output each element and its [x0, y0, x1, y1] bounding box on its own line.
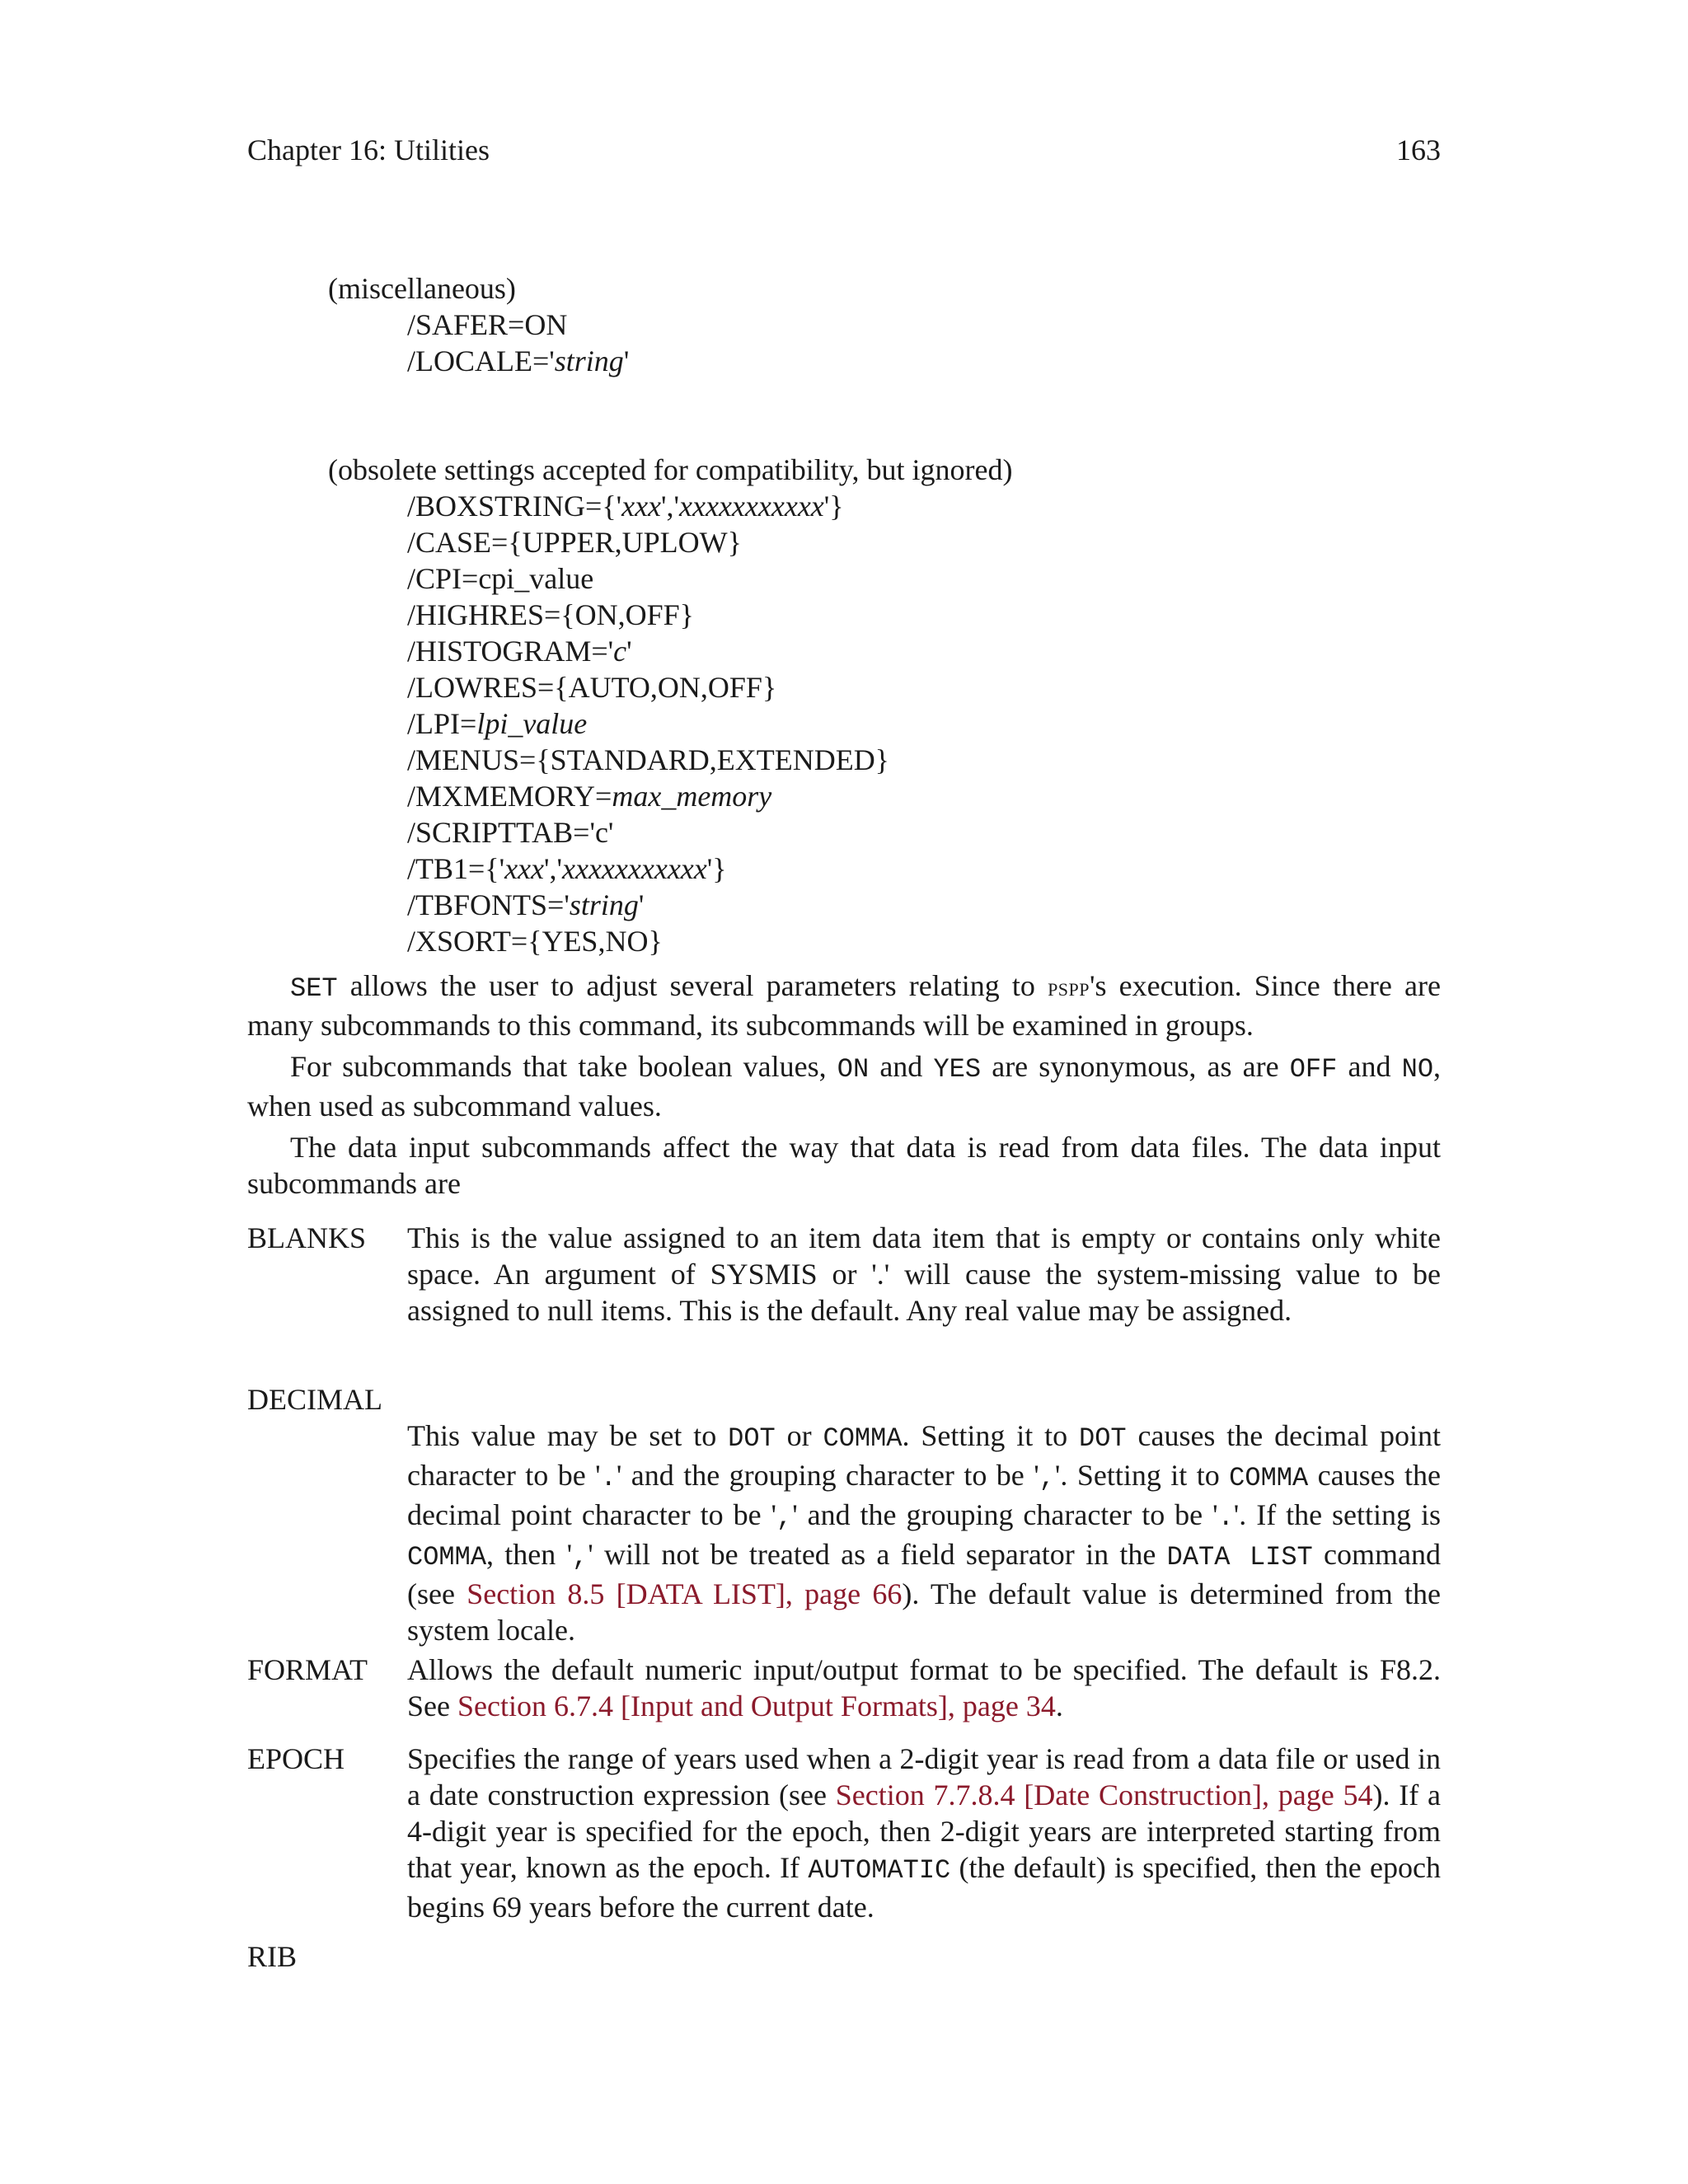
data-input-paragraph: The data input subcommands affect the way that data is read from data files. The data input subcommands are — [247, 1131, 1441, 1200]
obsolete-list — [328, 488, 1441, 959]
obsolete-setting-item: /MXMEMORY=max_memory — [407, 780, 772, 813]
obsolete-setting-item: /LPI=lpi_value — [407, 707, 588, 740]
set-intro-paragraph: SET allows the user to adjust several parameters relating to pspp's execution. Since there are many subcommands to this command, its subcommands will be examined in groups. — [247, 969, 1442, 1042]
datalist-section-link[interactable]: Section 8.5 [DATA LIST], page 66 — [467, 1577, 903, 1610]
obsolete-setting-item: /TBFONTS='string' — [407, 888, 645, 921]
obsolete-setting-item: /MENUS={STANDARD,EXTENDED} — [407, 743, 889, 776]
formats-section-link[interactable]: Section 6.7.4 [Input and Output Formats], page 34 — [457, 1690, 1056, 1722]
running-header — [247, 132, 1441, 168]
epoch-description: Specifies the range of years used when a 2-digit year is read from a data file or used in a date construction expression (see Section 7.7.8.4 [Date Construction], page 54). If a 4-digit year is specified for the epoch, then 2-digit years are interpreted starting from that year, known as the epoch. If AUTOMATIC (the default) is specified, then the epoch begins 69 years before the current date. — [407, 1742, 1441, 1924]
obsolete-setting-item: /HISTOGRAM='c' — [407, 635, 632, 668]
chapter-title: Chapter 16: Utilities — [247, 134, 490, 166]
misc-label: (miscellaneous) — [328, 272, 516, 305]
obsolete-setting-item: /CASE={UPPER,UPLOW} — [407, 526, 742, 559]
epoch-term: EPOCH — [247, 1742, 345, 1775]
format-description: Allows the default numeric input/output format to be specified. The default is F8.2. See Section 6.7.4 [Input and Output Formats], page 34. — [407, 1653, 1441, 1722]
boolean-paragraph: For subcommands that take boolean values, ON and YES are synonymous, as are OFF and NO, when used as subcommand values. — [247, 1050, 1442, 1122]
obsolete-setting-item: /CPI=cpi_value — [407, 562, 594, 595]
decimal-term: DECIMAL — [247, 1383, 382, 1416]
obsolete-setting-item: /BOXSTRING={'xxx','xxxxxxxxxxx'} — [407, 490, 844, 523]
format-term: FORMAT — [247, 1653, 368, 1686]
obsolete-settings-group — [328, 452, 1441, 959]
obsolete-setting-item: /TB1={'xxx','xxxxxxxxxxx'} — [407, 852, 727, 885]
locale-setting: /LOCALE='string' — [407, 344, 630, 377]
obsolete-setting-item: /SCRIPTTAB='c' — [407, 816, 614, 849]
blanks-term: BLANKS — [247, 1221, 367, 1254]
obsolete-label: (obsolete settings accepted for compatibility, but ignored) — [328, 453, 1013, 486]
date-construction-link[interactable]: Section 7.7.8.4 [Date Construction], page 54 — [835, 1779, 1373, 1811]
rib-term: RIB — [247, 1940, 298, 1973]
obsolete-setting-item: /LOWRES={AUTO,ON,OFF} — [407, 671, 777, 704]
decimal-description: This value may be set to DOT or COMMA. Setting it to DOT causes the decimal point character to be '.' and the grouping character to be ','. Setting it to COMMA causes the decimal point character to be ',' and the grouping character to be '.'. If the setting is COMMA, then ',' will not be treated as a field separator in the DATA LIST command (see Section 8.5 [DATA LIST], page 66). The default value is determined from the system locale. — [407, 1419, 1442, 1647]
safer-setting: /SAFER=ON — [407, 308, 568, 341]
obsolete-setting-item: /XSORT={YES,NO} — [407, 925, 663, 958]
page-number: 163 — [1396, 134, 1441, 166]
obsolete-setting-item: /HIGHRES={ON,OFF} — [407, 598, 694, 631]
blanks-description: This is the value assigned to an item data item that is empty or contains only white space. An argument of SYSMIS or '.' will cause the system-missing value to be assigned to null items. This is the default. Any real value may be assigned. — [407, 1221, 1441, 1327]
misc-settings-group — [328, 270, 1441, 379]
